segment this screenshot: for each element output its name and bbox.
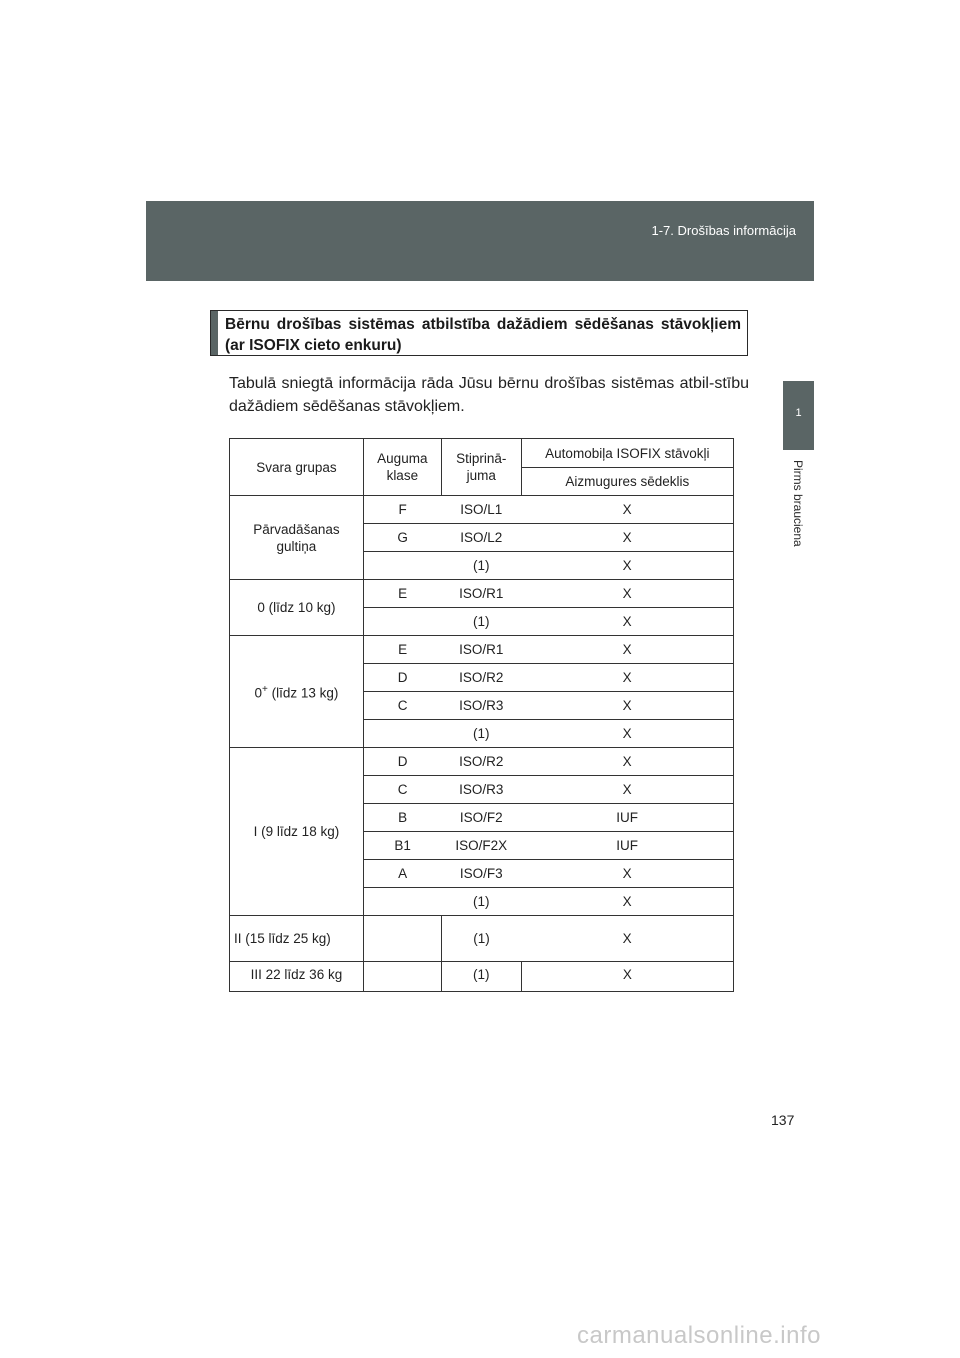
rear-seat-value: X: [521, 552, 733, 580]
fixture: ISO/F3: [441, 860, 521, 888]
rear-seat-value: X: [521, 720, 733, 748]
fixture: ISO/R3: [441, 692, 521, 720]
group-label: I (9 līdz 18 kg): [230, 748, 364, 916]
header-rear-seat: Aizmugures sēdeklis: [521, 468, 733, 496]
rear-seat-value: X: [521, 664, 733, 692]
rear-seat-value: X: [521, 748, 733, 776]
fixture: ISO/R2: [441, 664, 521, 692]
fixture: (1): [441, 888, 521, 916]
fixture: (1): [441, 608, 521, 636]
fixture: ISO/L2: [441, 524, 521, 552]
section-title: 1-7. Drošības informācija: [651, 223, 796, 238]
fixture: ISO/F2: [441, 804, 521, 832]
fixture: ISO/F2X: [441, 832, 521, 860]
size-class: B1: [363, 832, 441, 860]
fixture: (1): [441, 552, 521, 580]
size-class: C: [363, 776, 441, 804]
group-label: Pārvadāšanas gultiņa: [230, 496, 364, 580]
heading-accent-bar: [211, 311, 218, 355]
rear-seat-value: X: [521, 636, 733, 664]
chapter-tab: [783, 381, 814, 450]
header-positions: Automobiļa ISOFIX stāvokļi: [521, 439, 733, 468]
rear-seat-value: X: [521, 580, 733, 608]
size-class: E: [363, 580, 441, 608]
rear-seat-value: IUF: [521, 832, 733, 860]
fixture: (1): [441, 962, 521, 992]
section-heading: Bērnu drošības sistēmas atbilstība dažādiem sēdēšanas stāvokļiem (ar ISOFIX cieto enkuru): [225, 316, 741, 354]
group-label: 0 (līdz 10 kg): [230, 580, 364, 636]
isofix-table: [229, 438, 734, 992]
fixture: ISO/L1: [441, 496, 521, 524]
fixture: ISO/R3: [441, 776, 521, 804]
group-label: 0+ (līdz 13 kg): [230, 636, 364, 748]
fixture: ISO/R1: [441, 636, 521, 664]
group-label: II (15 līdz 25 kg): [230, 916, 364, 962]
size-class: [363, 962, 441, 992]
size-class: C: [363, 692, 441, 720]
size-class: G: [363, 524, 441, 552]
rear-seat-value: X: [521, 608, 733, 636]
header-weight: Svara grupas: [230, 439, 364, 496]
intro-paragraph: Tabulā sniegtā informācija rāda Jūsu bērnu drošības sistēmas atbil-stību dažādiem sēdēšanas stāvokļiem.: [229, 375, 749, 415]
size-class: [363, 916, 441, 962]
size-class: D: [363, 664, 441, 692]
rear-seat-value: X: [521, 496, 733, 524]
rear-seat-value: X: [521, 860, 733, 888]
size-class: D: [363, 748, 441, 776]
fixture: (1): [441, 720, 521, 748]
chapter-title: Pirms brauciena: [791, 460, 805, 547]
size-class: B: [363, 804, 441, 832]
header-size: Auguma klase: [363, 439, 441, 496]
group-label: III 22 līdz 36 kg: [230, 962, 364, 992]
page-number: 137: [771, 1112, 795, 1128]
fixture: (1): [441, 916, 521, 962]
chapter-number: 1: [795, 407, 802, 419]
rear-seat-value: X: [521, 916, 733, 962]
rear-seat-value: X: [521, 888, 733, 916]
rear-seat-value: X: [521, 692, 733, 720]
size-class: [363, 720, 441, 748]
size-class: [363, 552, 441, 580]
size-class: A: [363, 860, 441, 888]
rear-seat-value: X: [521, 776, 733, 804]
fixture: ISO/R2: [441, 748, 521, 776]
chapter-label: [778, 460, 818, 570]
rear-seat-value: IUF: [521, 804, 733, 832]
rear-seat-value: X: [521, 962, 733, 992]
size-class: E: [363, 636, 441, 664]
size-class: [363, 608, 441, 636]
header-fixture: Stiprinā-juma: [441, 439, 521, 496]
size-class: F: [363, 496, 441, 524]
rear-seat-value: X: [521, 524, 733, 552]
size-class: [363, 888, 441, 916]
header-bar: [146, 201, 814, 281]
section-heading-box: [210, 310, 748, 356]
fixture: ISO/R1: [441, 580, 521, 608]
watermark: carmanualsonline.info: [577, 1322, 821, 1349]
